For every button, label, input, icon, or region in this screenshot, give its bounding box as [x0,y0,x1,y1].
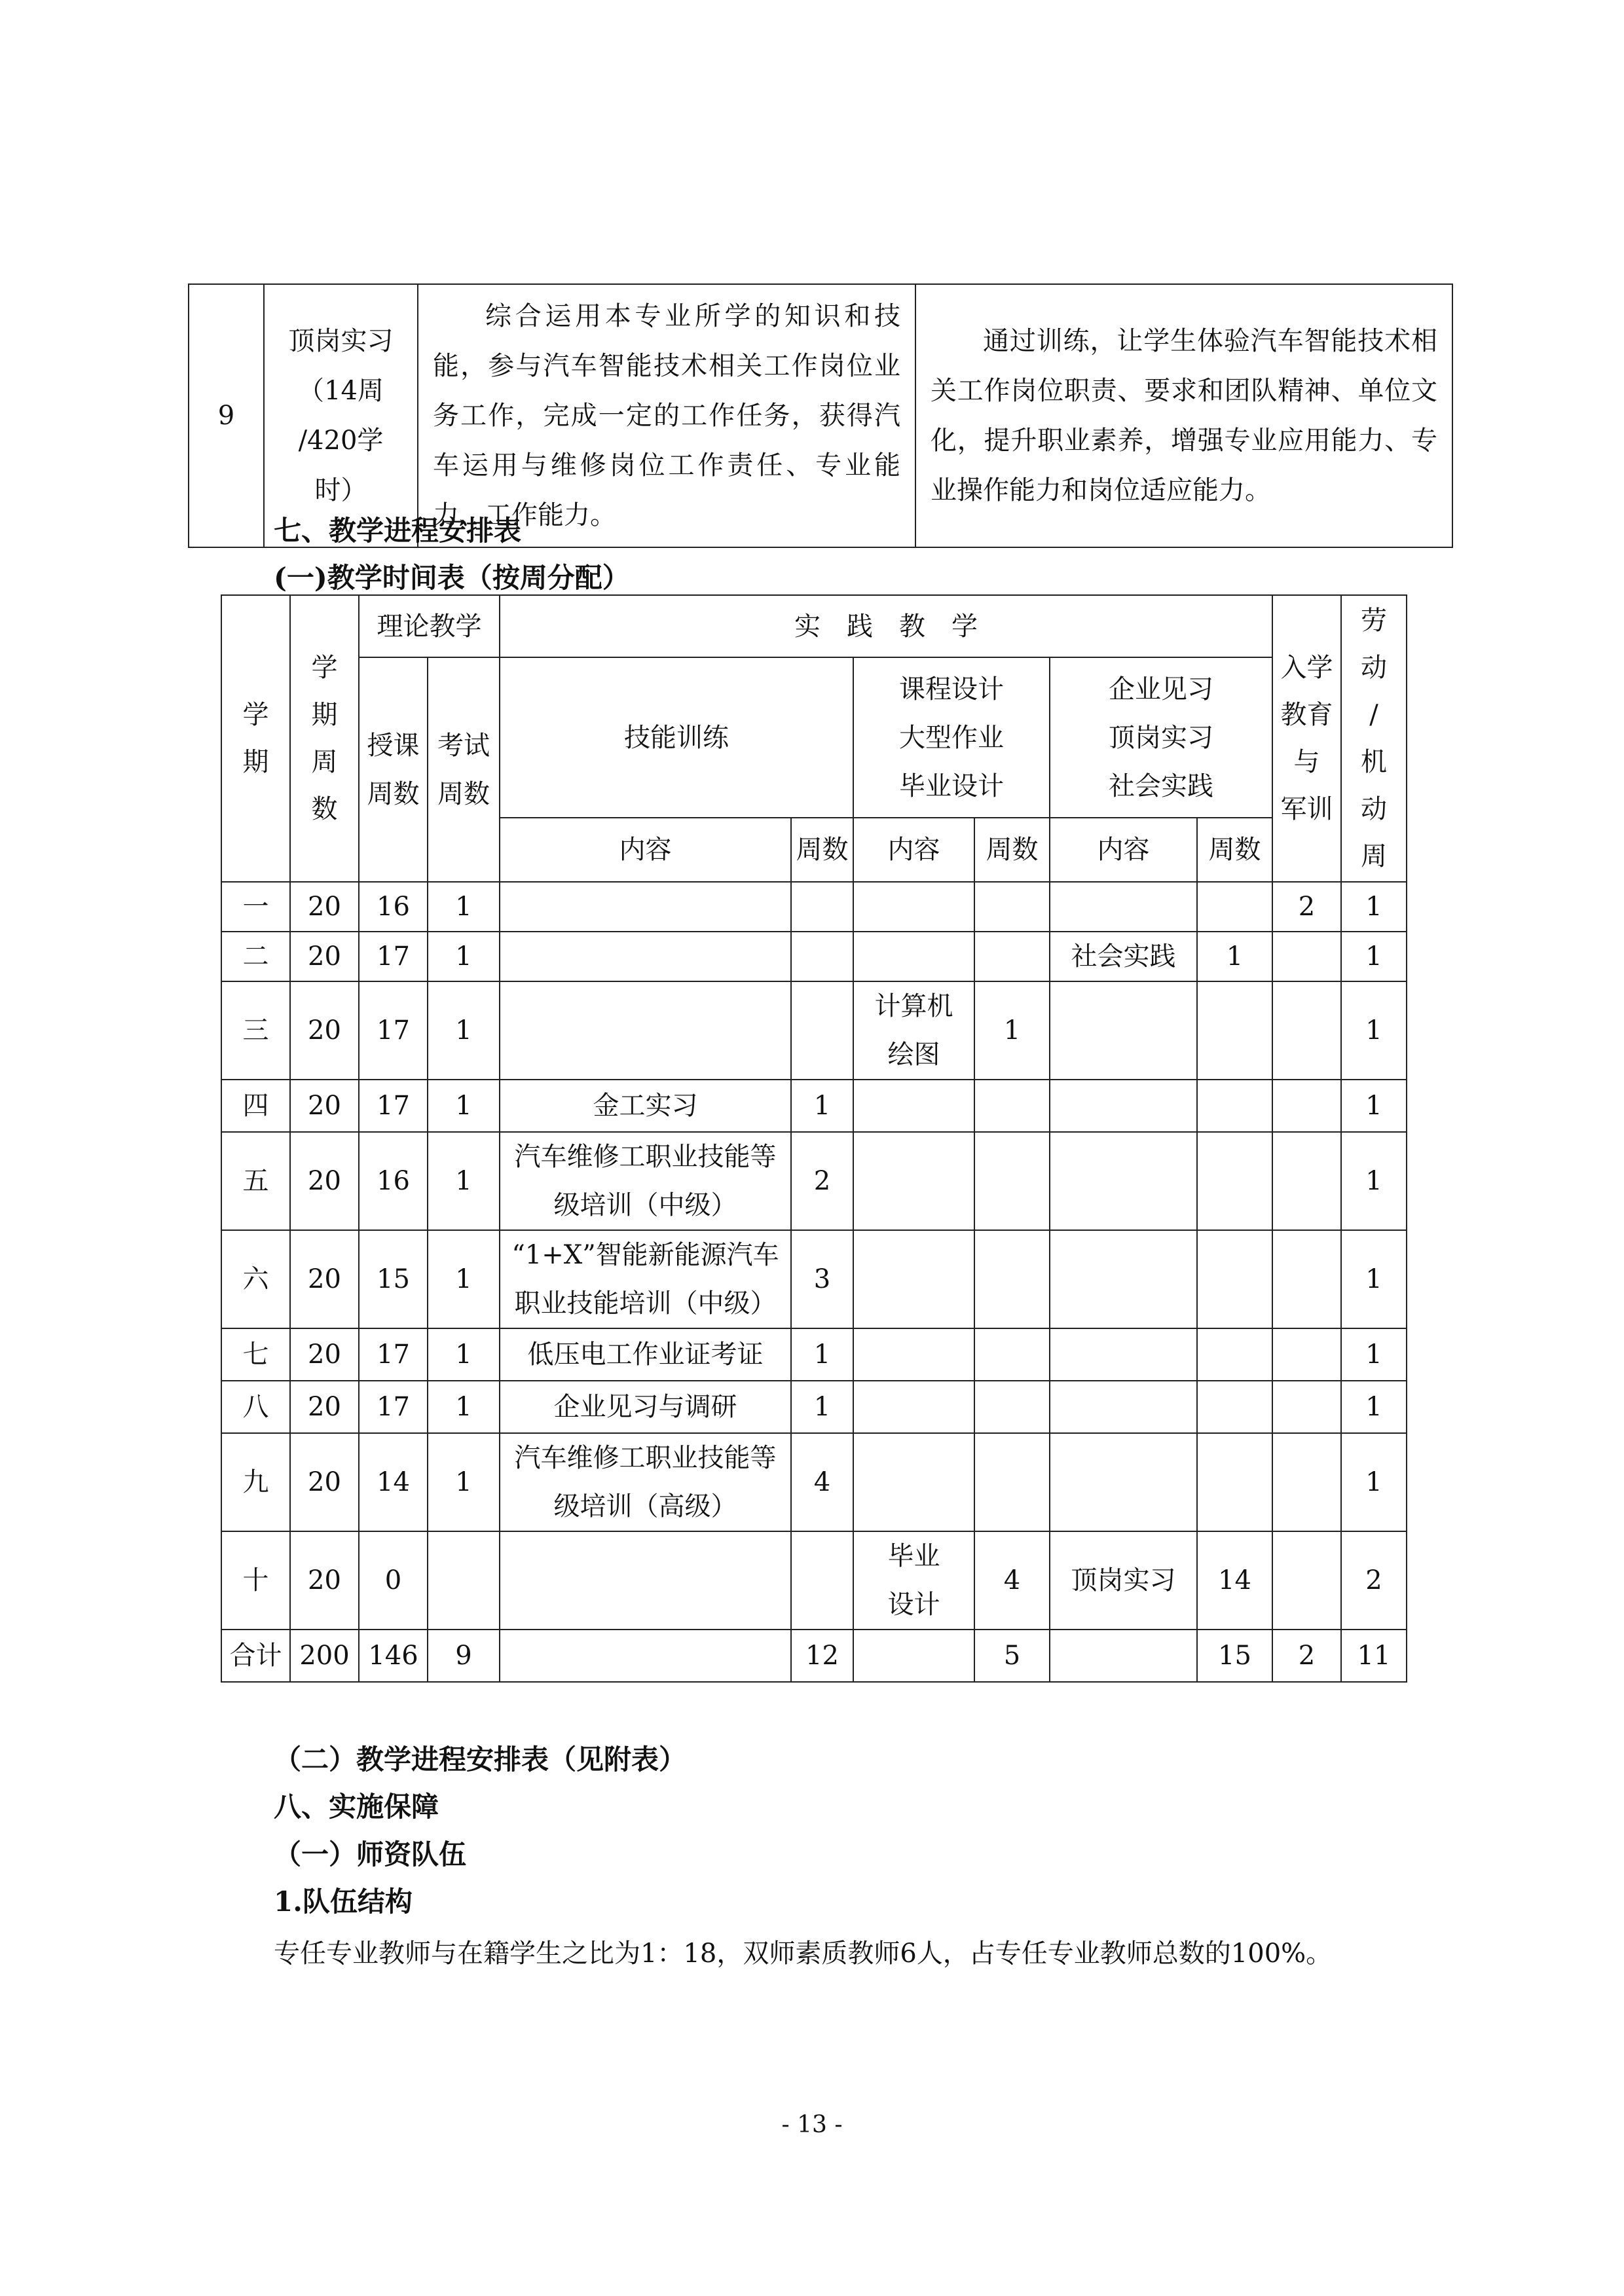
text-line: 周 [1361,841,1387,871]
course-name [264,284,418,547]
teaching-weeks-cell: 17 [359,981,428,1080]
header-content: 内容 [853,818,974,882]
design-weeks-cell: 5 [974,1630,1050,1682]
course-goal: 通过训练，让学生体验汽车智能技术相关工作岗位职责、要求和团队精神、单位文化，提升职业素养，增强专业应用能力、专业操作能力和岗位适应能力。 [915,284,1452,547]
internship-content-cell [1050,932,1197,981]
internship-content-cell [1050,1433,1197,1531]
text-line: 社会实践 [1109,771,1213,801]
text-line: 社会实践 [1071,941,1176,972]
exam-weeks-cell: 1 [428,1433,500,1531]
skill-weeks-cell: 4 [791,1433,853,1531]
term-weeks-cell: 20 [290,1132,359,1230]
term-weeks-cell: 20 [290,1328,359,1381]
text-line: 期 [242,747,269,777]
term-weeks-cell: 20 [290,932,359,981]
text-line: 汽车维修工职业技能等 [514,1142,777,1172]
internship-weeks-cell [1197,1433,1272,1531]
text-line: 顶岗实习 [1109,722,1213,753]
text-line: 计算机 [874,991,953,1021]
header-term-weeks [290,595,359,882]
term-weeks-cell: 20 [290,1381,359,1433]
internship-weeks-cell [1197,1230,1272,1328]
text-line: 汽车维修工职业技能等 [514,1443,777,1473]
table-row [221,1080,1407,1132]
text-line: 期 [311,700,338,730]
text-line: 金工实习 [593,1091,698,1121]
text-line: 军训 [1280,794,1333,824]
skill-content-cell [500,1230,791,1328]
term-cell: 七 [221,1328,290,1381]
internship-weeks-cell [1197,1080,1272,1132]
teaching-weeks-cell: 17 [359,1080,428,1132]
text-line: 毕业 [887,1541,940,1571]
design-content-cell [853,1531,974,1630]
skill-weeks-cell [791,882,853,932]
table-row [221,1433,1407,1531]
text-line: 学 [311,653,338,683]
entry-education-cell: 2 [1272,1630,1341,1682]
term-weeks-cell: 20 [290,981,359,1080]
teaching-weeks-cell: 15 [359,1230,428,1328]
text-line: 职业技能培训（中级） [514,1288,777,1319]
design-content-cell [853,1328,974,1381]
text-line: 劳 [1361,606,1387,636]
exam-weeks-cell: 1 [428,1328,500,1381]
skill-weeks-cell [791,981,853,1080]
skill-content-cell [500,1328,791,1381]
design-weeks-cell [974,1132,1050,1230]
internship-weeks-cell [1197,1132,1272,1230]
term-cell: 四 [221,1080,290,1132]
internship-weeks-cell: 1 [1197,932,1272,981]
text-line: 时） [314,475,367,505]
text-line: 周 [311,747,338,777]
text-line: 教育 [1280,700,1333,730]
internship-weeks-cell: 14 [1197,1531,1272,1630]
labor-weeks-cell: 1 [1341,1381,1407,1433]
labor-weeks-cell: 1 [1341,932,1407,981]
labor-weeks-cell: 1 [1341,882,1407,932]
internship-content-cell [1050,1630,1197,1682]
text-line: 课程设计 [899,674,1004,704]
design-weeks-cell [974,1080,1050,1132]
design-weeks-cell [974,882,1050,932]
header-content: 内容 [1050,818,1197,882]
exam-weeks-cell [428,1531,500,1630]
header-theory: 理论教学 [359,595,500,657]
text-line: 毕业设计 [899,771,1004,801]
skill-content-cell [500,981,791,1080]
skill-weeks-cell: 2 [791,1132,853,1230]
text-line: 周数 [437,778,490,809]
internship-content-cell [1050,1531,1197,1630]
design-content-cell [853,1381,974,1433]
entry-education-cell [1272,1328,1341,1381]
body-paragraph: 专任专业教师与在籍学生之比为1：18，双师素质教师6人，占专任专业教师总数的100%。 [274,1939,1333,1969]
header-exam-weeks [428,657,500,882]
text-line: 企业见习 [1109,674,1213,704]
text-line: 动 [1361,794,1387,824]
text-line: / [1369,700,1378,730]
teaching-weeks-cell: 14 [359,1433,428,1531]
term-weeks-cell: 20 [290,1433,359,1531]
header-content: 内容 [500,818,791,882]
text-line: 企业见习与调研 [553,1392,737,1422]
header-labor-weeks [1341,595,1407,882]
entry-education-cell [1272,1433,1341,1531]
skill-content-cell [500,1630,791,1682]
design-content-cell [853,1433,974,1531]
skill-weeks-cell [791,1531,853,1630]
table-row [221,1132,1407,1230]
term-weeks-cell: 20 [290,882,359,932]
section-heading-7: 七、教学进程安排表 [274,515,522,547]
labor-weeks-cell: 1 [1341,1328,1407,1381]
header-internship [1050,657,1272,818]
header-course-design [853,657,1050,818]
header-entry-education [1272,595,1341,882]
labor-weeks-cell: 1 [1341,1433,1407,1531]
internship-weeks-cell [1197,882,1272,932]
schedule-table [221,594,1407,1683]
skill-content-cell [500,932,791,981]
text-line: 级培训（高级） [553,1491,737,1522]
text-line: 与 [1293,747,1320,777]
entry-education-cell [1272,1230,1341,1328]
entry-education-cell [1272,1381,1341,1433]
skill-content-cell [500,1381,791,1433]
section-heading-8: 八、实施保障 [274,1791,439,1823]
term-weeks-cell: 200 [290,1630,359,1682]
term-cell: 八 [221,1381,290,1433]
skill-weeks-cell: 1 [791,1080,853,1132]
table-row [221,882,1407,932]
design-weeks-cell [974,1230,1050,1328]
labor-weeks-cell: 1 [1341,1080,1407,1132]
design-weeks-cell [974,1433,1050,1531]
teaching-weeks-cell: 17 [359,1328,428,1381]
exam-weeks-cell: 1 [428,882,500,932]
exam-weeks-cell: 1 [428,1230,500,1328]
text-line: 动 [1361,653,1387,683]
exam-weeks-cell: 1 [428,1132,500,1230]
term-cell: 一 [221,882,290,932]
internship-weeks-cell [1197,981,1272,1080]
teaching-weeks-cell: 17 [359,932,428,981]
design-weeks-cell [974,1381,1050,1433]
internship-weeks-cell [1197,1381,1272,1433]
term-cell: 三 [221,981,290,1080]
design-weeks-cell [974,1328,1050,1381]
labor-weeks-cell: 1 [1341,981,1407,1080]
labor-weeks-cell: 11 [1341,1630,1407,1682]
subsection-heading-7-2: （二）教学进程安排表（见附表） [274,1743,687,1776]
term-cell: 十 [221,1531,290,1630]
skill-weeks-cell [791,932,853,981]
entry-education-cell [1272,1132,1341,1230]
skill-weeks-cell: 1 [791,1328,853,1381]
header-skill-training: 技能训练 [500,657,853,818]
exam-weeks-cell: 1 [428,1080,500,1132]
labor-weeks-cell: 2 [1341,1531,1407,1630]
header-practice: 实 践 教 学 [500,595,1272,657]
header-term [221,595,290,882]
term-cell: 合计 [221,1630,290,1682]
term-cell: 五 [221,1132,290,1230]
teaching-weeks-cell: 16 [359,1132,428,1230]
text-line: 大型作业 [899,722,1004,753]
term-weeks-cell: 20 [290,1531,359,1630]
internship-content-cell [1050,1080,1197,1132]
table-row [189,284,1452,547]
header-week-count: 周数 [791,818,853,882]
table-row [221,1630,1407,1682]
internship-content-cell [1050,981,1197,1080]
internship-content-cell [1050,1328,1197,1381]
design-weeks-cell [974,932,1050,981]
internship-content-cell [1050,1132,1197,1230]
header-week-count: 周数 [1197,818,1272,882]
skill-content-cell [500,1132,791,1230]
design-content-cell [853,1230,974,1328]
header-week-count: 周数 [974,818,1050,882]
teaching-weeks-cell: 17 [359,1381,428,1433]
text-line: “1+X”智能新能源汽车 [511,1240,779,1270]
text-line: 绘图 [887,1040,940,1070]
text-line: 数 [311,794,338,824]
design-content-cell [853,1630,974,1682]
table-row [221,1531,1407,1630]
header-row [221,595,1407,657]
table-row [221,1328,1407,1381]
skill-weeks-cell: 1 [791,1381,853,1433]
skill-content-cell [500,882,791,932]
internship-weeks-cell [1197,1328,1272,1381]
design-content-cell [853,882,974,932]
skill-weeks-cell: 12 [791,1630,853,1682]
skill-weeks-cell: 3 [791,1230,853,1328]
exam-weeks-cell: 1 [428,981,500,1080]
design-content-cell [853,1080,974,1132]
course-number: 9 [189,284,264,547]
skill-content-cell [500,1080,791,1132]
entry-education-cell [1272,981,1341,1080]
internship-content-cell [1050,1230,1197,1328]
teaching-weeks-cell: 146 [359,1630,428,1682]
subsection-heading-8-1: （一）师资队伍 [274,1838,467,1870]
term-weeks-cell: 20 [290,1080,359,1132]
text-line: 入学 [1280,653,1333,683]
table-row [221,932,1407,981]
teaching-weeks-cell: 0 [359,1531,428,1630]
table-row [221,1381,1407,1433]
labor-weeks-cell: 1 [1341,1132,1407,1230]
entry-education-cell [1272,1531,1341,1630]
term-cell: 六 [221,1230,290,1328]
text-line: 机 [1361,747,1387,777]
design-content-cell [853,932,974,981]
term-weeks-cell: 20 [290,1230,359,1328]
skill-content-cell [500,1433,791,1531]
text-line: （14周 [298,376,384,406]
text-line: 学 [242,700,269,730]
text-line: /420学 [298,426,384,456]
text-line: 授课 [367,730,420,761]
text-line: 顶岗实习 [288,326,394,356]
internship-content-cell [1050,1381,1197,1433]
text-line: 顶岗实习 [1071,1565,1176,1595]
course-table [188,283,1453,548]
table-row [221,981,1407,1080]
course-content: 综合运用本专业所学的知识和技能，参与汽车智能技术相关工作岗位业务工作，完成一定的工作任务，获得汽车运用与维修岗位工作责任、专业能力、工作能力。 [418,284,915,547]
text-line: 设计 [887,1590,940,1620]
header-teaching-weeks [359,657,428,882]
entry-education-cell [1272,1080,1341,1132]
internship-weeks-cell: 15 [1197,1630,1272,1682]
page-number: - 13 - [781,2111,843,2138]
term-cell: 九 [221,1433,290,1531]
design-weeks-cell: 4 [974,1531,1050,1630]
exam-weeks-cell: 9 [428,1630,500,1682]
table-row [221,1230,1407,1328]
term-cell: 二 [221,932,290,981]
exam-weeks-cell: 1 [428,932,500,981]
labor-weeks-cell: 1 [1341,1230,1407,1328]
design-content-cell [853,981,974,1080]
internship-content-cell [1050,882,1197,932]
text-line: 级培训（中级） [553,1190,737,1220]
subsection-heading-7-1: (一)教学时间表（按周分配） [274,562,630,594]
design-weeks-cell: 1 [974,981,1050,1080]
design-content-cell [853,1132,974,1230]
exam-weeks-cell: 1 [428,1381,500,1433]
text-line: 考试 [437,730,490,761]
text-line: 周数 [367,778,420,809]
entry-education-cell: 2 [1272,882,1341,932]
header-row [221,657,1407,818]
entry-education-cell [1272,932,1341,981]
subsection-heading-8-1-1: 1.队伍结构 [274,1886,413,1918]
skill-content-cell [500,1531,791,1630]
text-line: 低压电工作业证考证 [527,1339,764,1370]
teaching-weeks-cell: 16 [359,882,428,932]
